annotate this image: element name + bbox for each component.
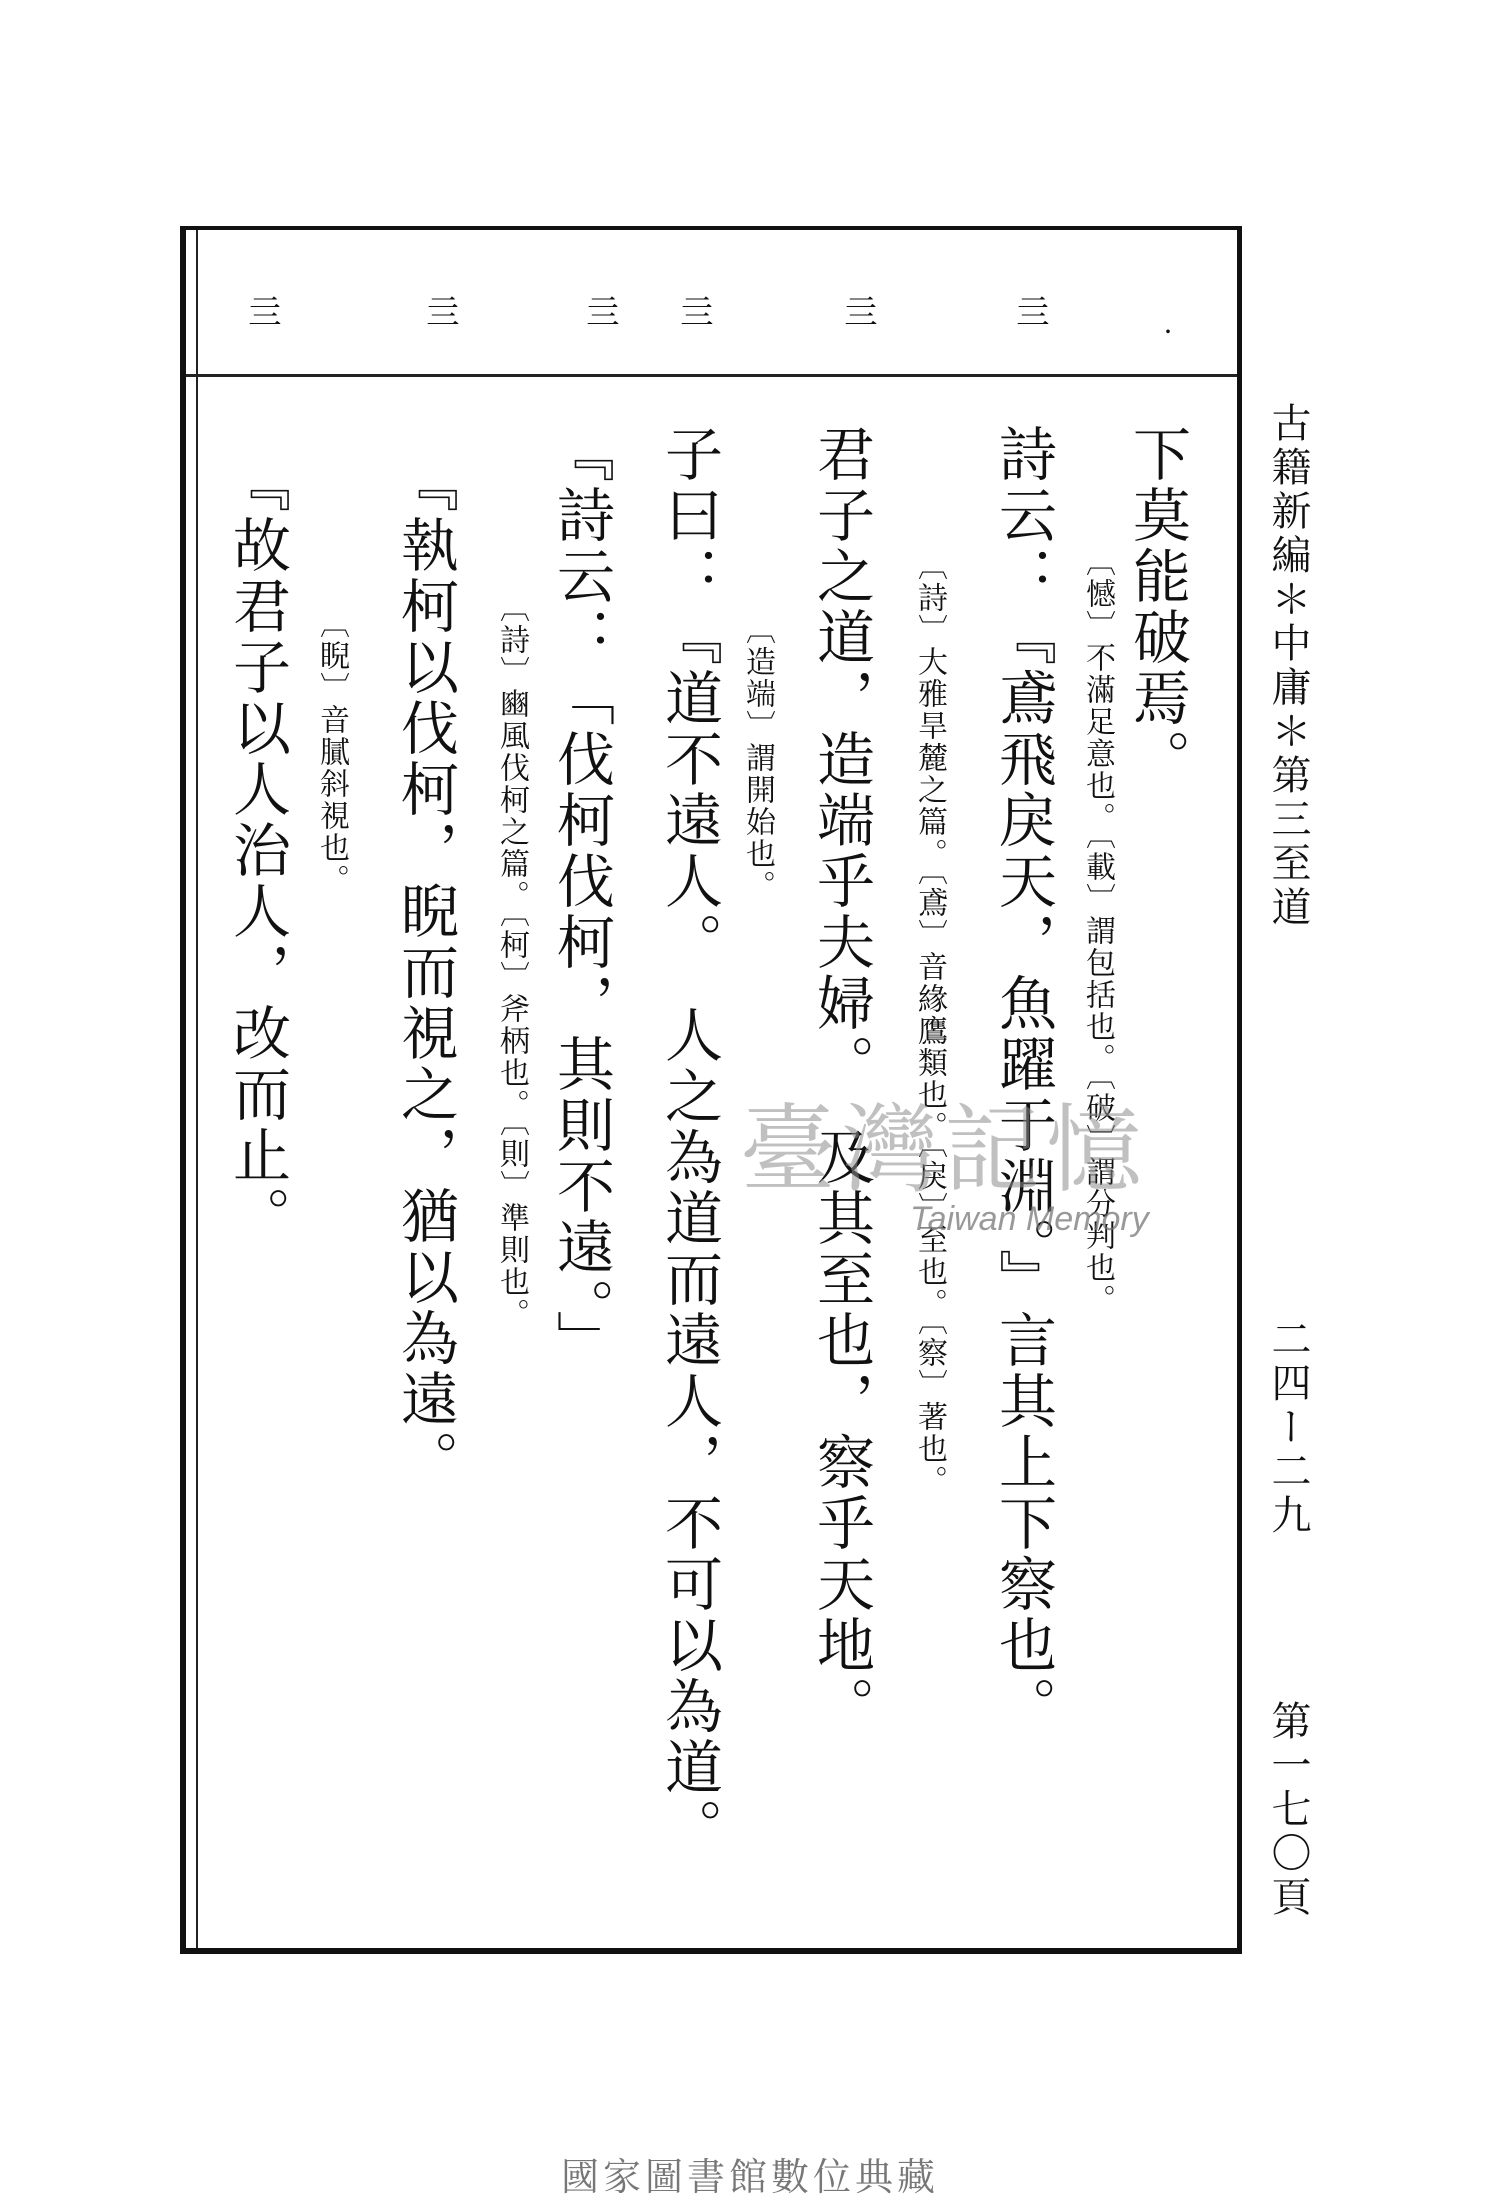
book-title: 古籍新編＊中庸＊第三至道 [1265,402,1311,930]
text-column-1: 下莫能破焉。 [1123,424,1191,790]
page-number: 第一七〇頁 [1265,1700,1311,1920]
header-number: 亖 [586,293,620,333]
watermark [740,1094,1200,1240]
header-number: 亖 [680,293,714,333]
text-column-7: 『故君子以人治人，改而止。 [223,454,291,1247]
annotation-column-1: 〔憾〕不滿足意也。〔載〕謂包括也。〔破〕謂分判也。 [1080,546,1115,1316]
header-dot: ・ [1158,320,1178,344]
text-column-4: 子曰：『道不遠人。 人之為道而遠人，不可以為道。 [655,424,723,1859]
text-column-6: 『執柯以伐柯，睨而視之，猶以為遠。 [391,454,459,1491]
annotation-column-2: 〔詩〕大雅旱麓之篇。〔鳶〕音緣鷹類也。〔戾〕至也。〔察〕著也。 [912,550,947,1497]
watermark-chinese: 臺灣記憶 [740,1094,1148,1206]
header-number: 亖 [248,293,282,333]
footer-credit: 國家圖書館數位典藏 [560,2155,939,2199]
frame-inner-line [196,230,198,1948]
page-range: 二四ー二九 [1265,1318,1311,1538]
header-number: 亖 [1016,293,1050,333]
header-number: 亖 [844,293,878,333]
watermark-english: Taiwan Memory [910,1200,1149,1238]
header-number: 亖 [426,293,460,333]
text-column-2: 詩云：『鳶飛戾天，魚躍于淵。』言其上下察也。 [989,424,1057,1737]
annotation-column-4: 〔詩〕豳風伐柯之篇。〔柯〕斧柄也。〔則〕準則也。 [494,592,529,1330]
text-column-3: 君子之道，造端乎夫婦。 及其至也，察乎天地。 [807,424,875,1737]
annotation-column-3: 〔造端〕謂開始也。 [740,614,775,902]
header-band [186,230,1237,377]
text-column-5: 『詩云：「伐柯伐柯，其則不遠。」 [547,424,615,1371]
annotation-column-5: 〔睨〕音膩斜視也。 [314,608,349,896]
